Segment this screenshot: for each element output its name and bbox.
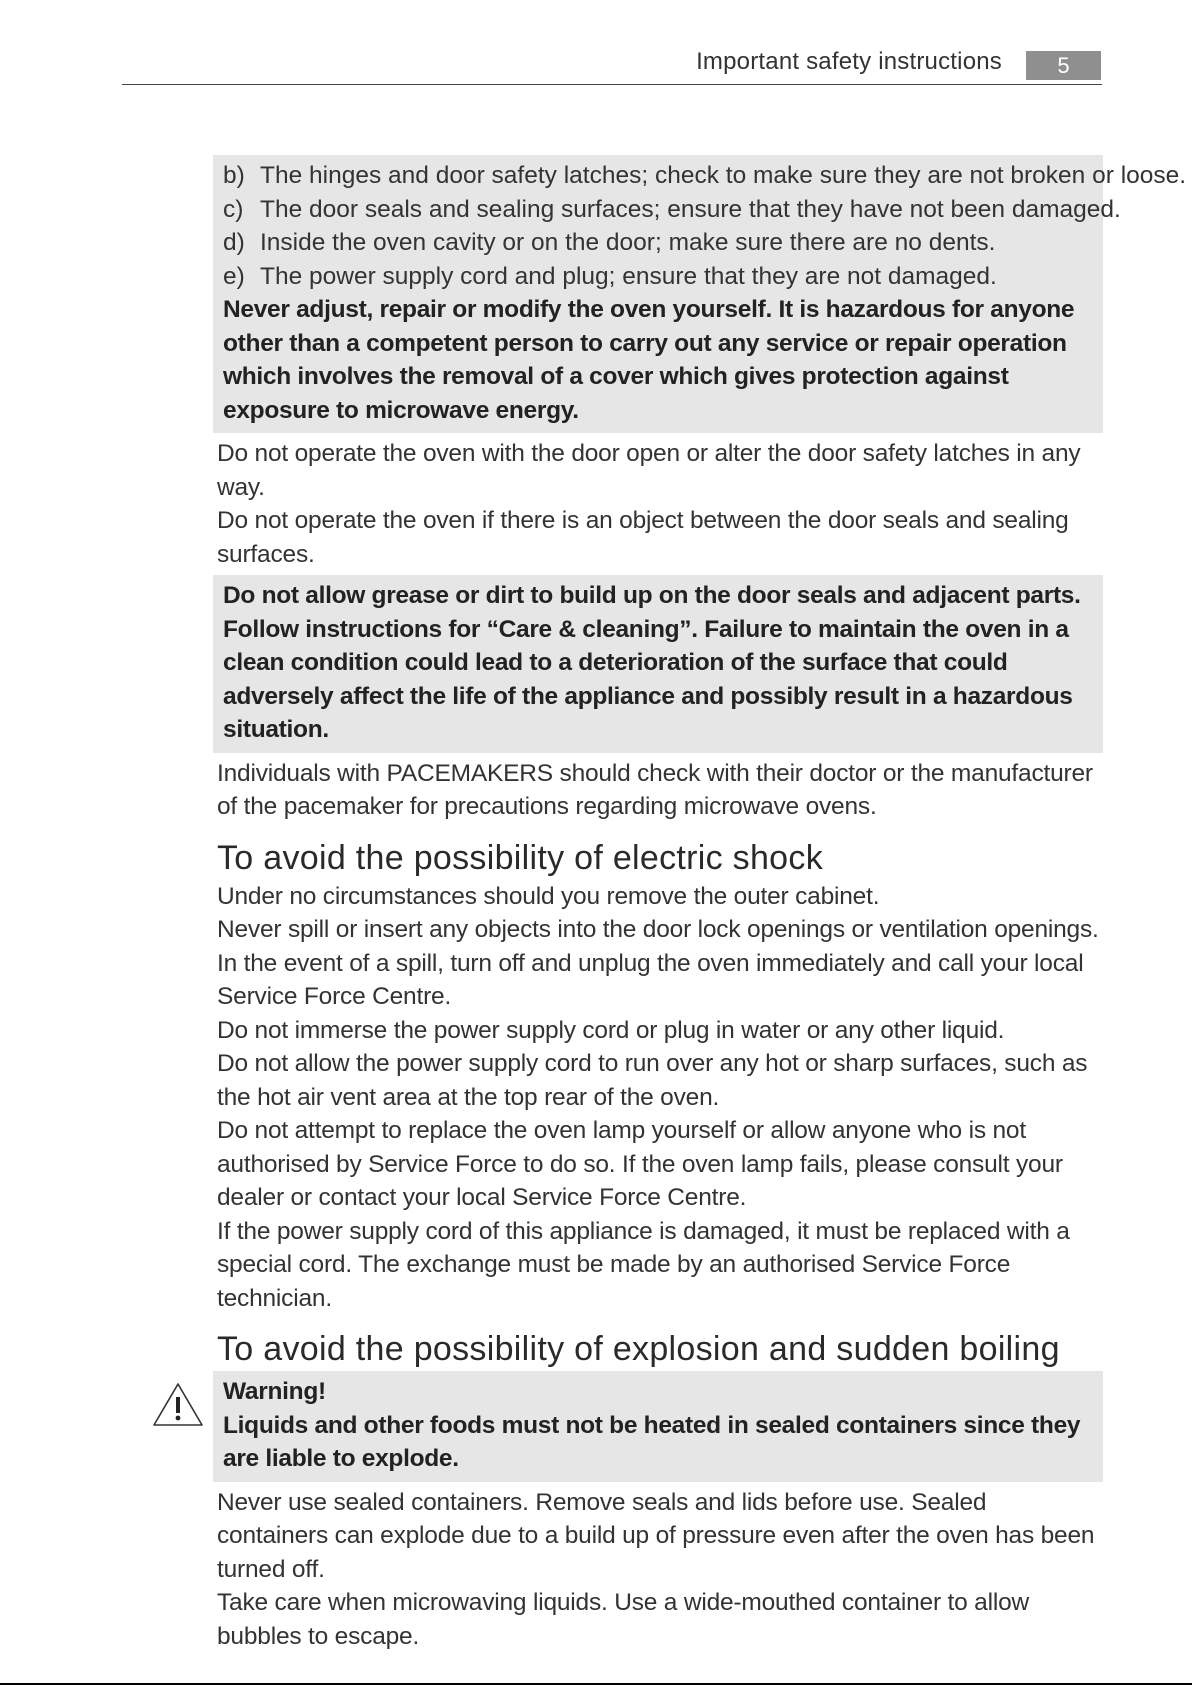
list-item	[223, 226, 1093, 260]
inspection-box	[213, 155, 1187, 433]
shock-paragraph: Under no circumstances should you remove the outer cabinet.	[217, 882, 880, 910]
header-divider	[122, 84, 1102, 85]
header-title: Important safety instructions	[696, 48, 1002, 75]
explosion-paragraph: Take care when microwaving liquids. Use a wide-mouthed container to allow bubbles to escape.	[217, 1589, 1030, 1650]
explosion-paragraph: Never use sealed containers. Remove seals and lids before use. Sealed containers can explode due to a build up of pressure even after the oven has been turned off.	[217, 1488, 1095, 1583]
list-label: d)	[223, 229, 245, 256]
warning-text: Liquids and other foods must not be heated in sealed containers since they are liable to explode.	[223, 1411, 1081, 1472]
cleaning-warning: Do not allow grease or dirt to build up on the door seals and adjacent parts. Follow instructions for “Care & cleaning”. Failure to maintain the oven in a clean condition could lead to a deterioration of the surface that could adversely affect the life of the appliance and possibly result in a hazardous situation.	[223, 582, 1081, 743]
warning-triangle-icon	[151, 1381, 205, 1429]
list-label: b)	[223, 162, 245, 189]
cleaning-box	[213, 575, 1103, 753]
warning-title: Warning!	[223, 1378, 326, 1405]
warning-box	[213, 1371, 1103, 1482]
list-item	[223, 260, 1093, 294]
door-open-instruction: Do not operate the oven with the door open or alter the door safety latches in any way.	[217, 440, 1081, 501]
list-text: The hinges and door safety latches; check to make sure they are not broken or loose.	[260, 162, 1187, 189]
list-text: The door seals and sealing surfaces; ensure that they have not been damaged.	[260, 195, 1121, 223]
list-text: The power supply cord and plug; ensure that they are not damaged.	[260, 262, 997, 290]
shock-paragraph: Never spill or insert any objects into the door lock openings or ventilation openings. In the event of a spill, turn off and unplug the oven immediately and call your local Service Force Centre.	[217, 916, 1099, 1010]
electric-shock-heading: To avoid the possibility of electric shock	[217, 838, 823, 877]
shock-paragraph: Do not allow the power supply cord to run over any hot or sharp surfaces, such as the hot air vent area at the top rear of the oven.	[217, 1050, 1088, 1111]
list-label: e)	[223, 262, 245, 290]
page-content	[213, 155, 1187, 1653]
page-number: 5	[1026, 51, 1101, 80]
door-object-instruction: Do not operate the oven if there is an object between the door seals and sealing surfaces.	[217, 507, 1069, 568]
explosion-heading: To avoid the possibility of explosion and sudden boiling	[217, 1330, 1060, 1368]
repair-warning: Never adjust, repair or modify the oven yourself. It is hazardous for anyone other than a competent person to carry out any service or repair operation which involves the removal of a cover which gives protection against exposure to microwave energy.	[223, 296, 1075, 424]
list-item	[223, 159, 1187, 193]
list-text: Inside the oven cavity or on the door; make sure there are no dents.	[260, 229, 996, 256]
page-header	[0, 0, 1192, 90]
shock-paragraph: If the power supply cord of this appliance is damaged, it must be replaced with a special cord. The exchange must be made by an authorised Service Force technician.	[217, 1217, 1070, 1312]
pacemaker-instruction: Individuals with PACEMAKERS should check with their doctor or the manufacturer of the pacemaker for precautions regarding microwave ovens.	[217, 759, 1093, 820]
list-label: c)	[223, 195, 244, 223]
shock-paragraph: Do not immerse the power supply cord or plug in water or any other liquid.	[217, 1016, 1005, 1044]
shock-paragraph: Do not attempt to replace the oven lamp yourself or allow anyone who is not authorised by Service Force to do so. If the oven lamp fails, please consult your dealer or contact your local Service Force Centre.	[217, 1117, 1063, 1211]
list-item	[223, 193, 1121, 227]
